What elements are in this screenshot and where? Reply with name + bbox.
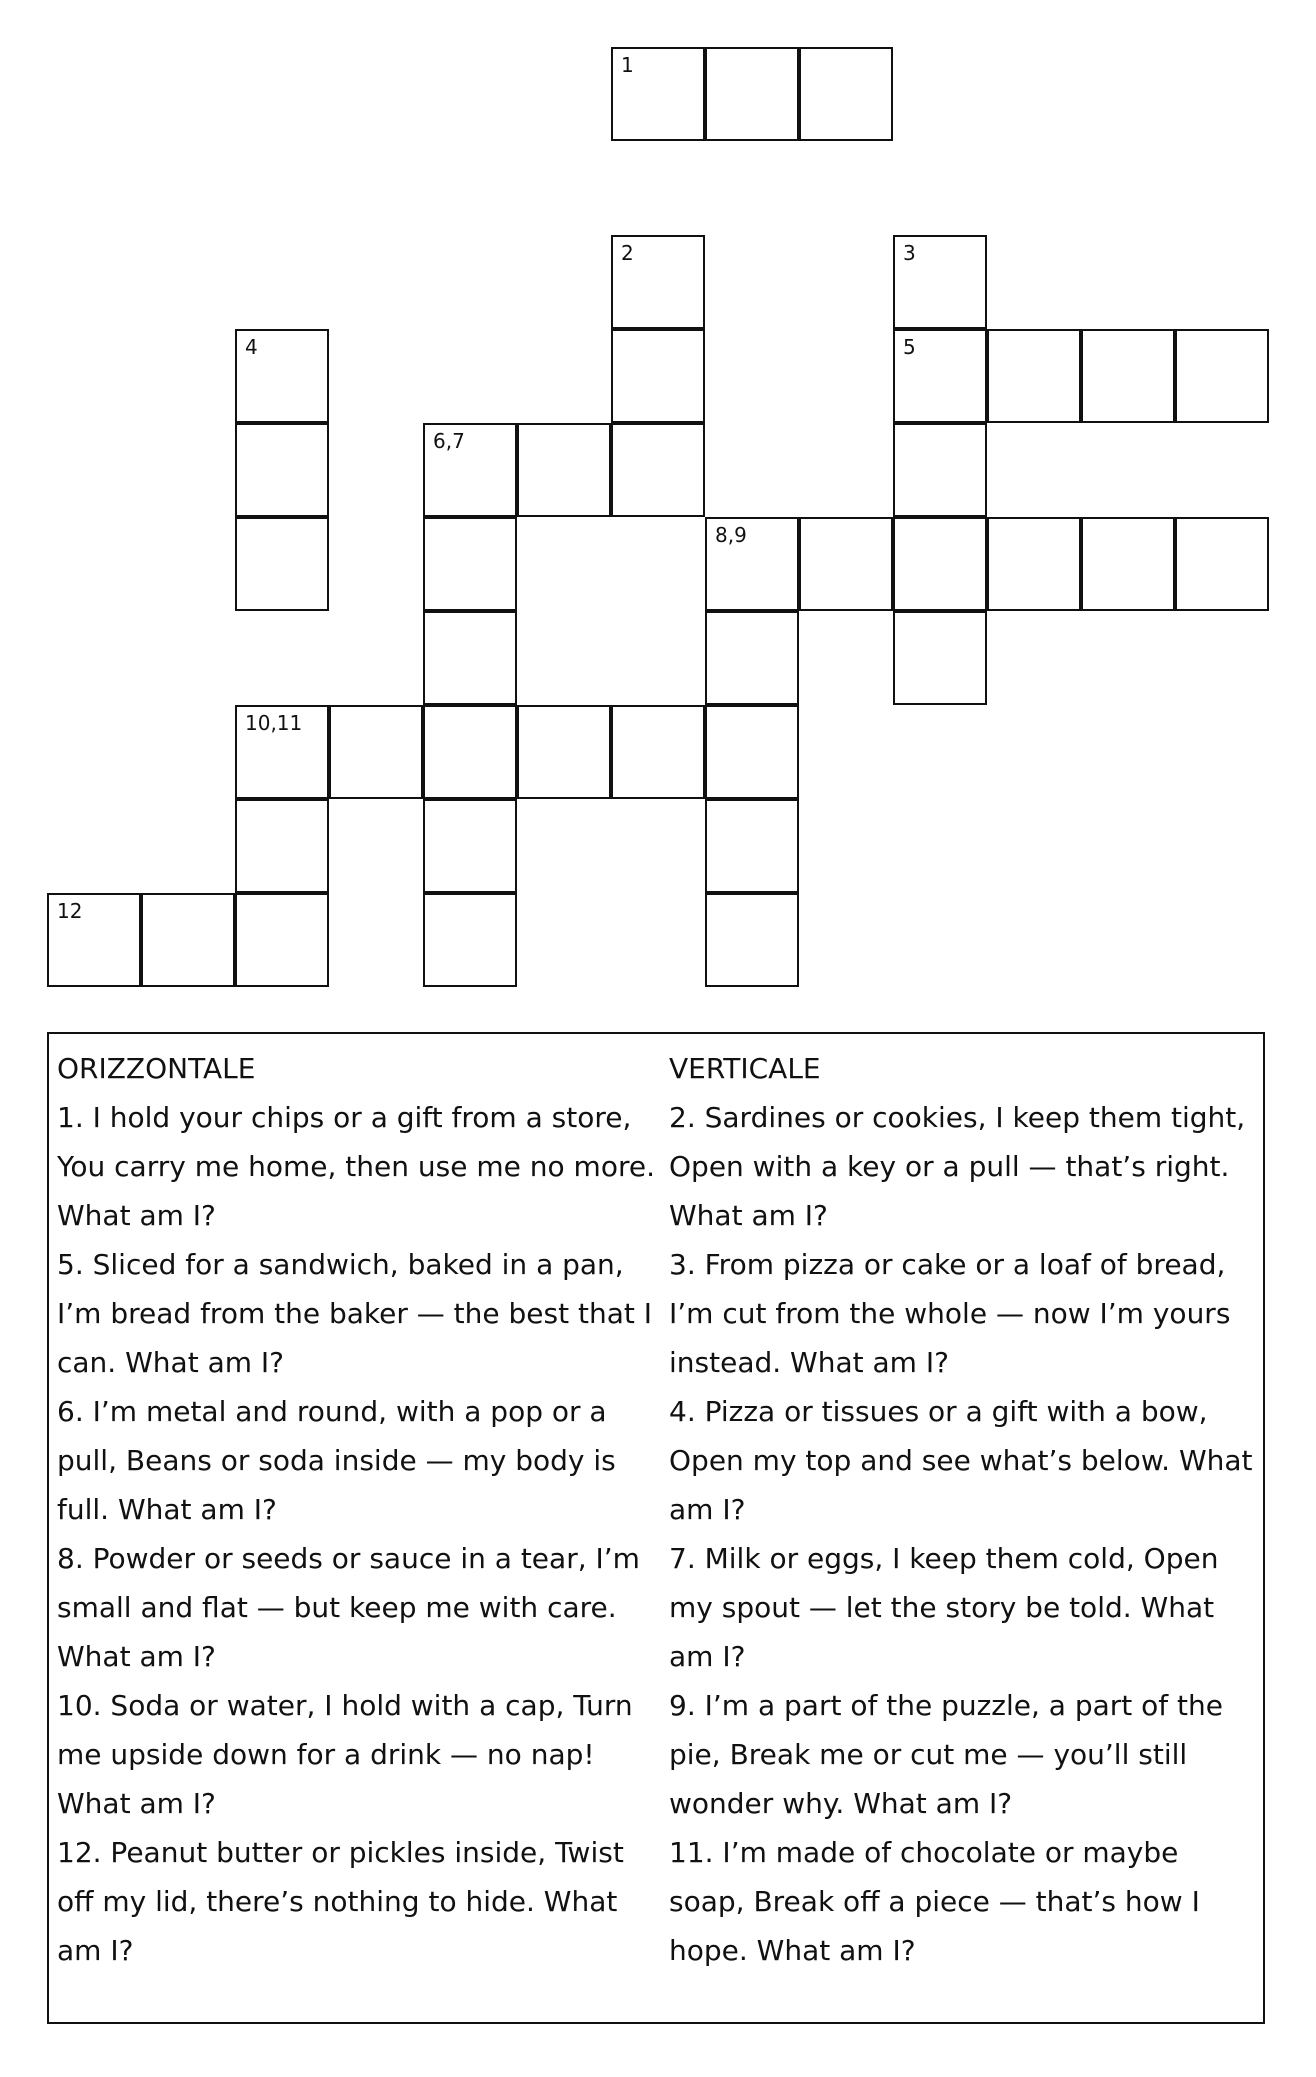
grid-cell[interactable] bbox=[611, 329, 705, 423]
grid-cell[interactable] bbox=[893, 329, 987, 423]
grid-cell[interactable] bbox=[987, 329, 1081, 423]
crossword-grid bbox=[0, 0, 1316, 1000]
clue-number: 3 bbox=[903, 241, 916, 265]
grid-cell[interactable] bbox=[705, 799, 799, 893]
clue-number: 8,9 bbox=[715, 523, 747, 547]
grid-cell[interactable] bbox=[705, 517, 799, 611]
grid-cell[interactable] bbox=[329, 705, 423, 799]
grid-cell[interactable] bbox=[1081, 517, 1175, 611]
grid-cell[interactable] bbox=[423, 423, 517, 517]
grid-cell[interactable] bbox=[893, 611, 987, 705]
down-column bbox=[669, 1044, 1261, 1975]
clues-box bbox=[47, 1032, 1265, 2024]
grid-cell[interactable] bbox=[423, 517, 517, 611]
down-clue-7: 7. Milk or eggs, I keep them cold, Open my spout — let the story be told. What am I? bbox=[669, 1542, 1219, 1673]
down-clue-3: 3. From pizza or cake or a loaf of bread, I’m cut from the whole — now I’m yours instead. What am I? bbox=[669, 1248, 1231, 1379]
clue-number: 12 bbox=[57, 899, 83, 923]
grid-cell[interactable] bbox=[423, 799, 517, 893]
grid-cell[interactable] bbox=[893, 517, 987, 611]
down-heading: VERTICALE bbox=[669, 1052, 821, 1085]
grid-cell[interactable] bbox=[893, 423, 987, 517]
clue-number: 1 bbox=[621, 53, 634, 77]
down-clue-11: 11. I’m made of chocolate or maybe soap, Break off a piece — that’s how I hope. What am I? bbox=[669, 1836, 1200, 1967]
grid-cell[interactable] bbox=[1081, 329, 1175, 423]
down-clue-4: 4. Pizza or tissues or a gift with a bow, Open my top and see what’s below. What am I? bbox=[669, 1395, 1253, 1526]
grid-cell[interactable] bbox=[47, 893, 141, 987]
across-clue-10: 10. Soda or water, I hold with a cap, Turn me upside down for a drink — no nap! What am I? bbox=[57, 1689, 633, 1820]
grid-cell[interactable] bbox=[423, 611, 517, 705]
grid-cell[interactable] bbox=[235, 799, 329, 893]
grid-cell[interactable] bbox=[705, 611, 799, 705]
grid-cell[interactable] bbox=[987, 517, 1081, 611]
across-heading: ORIZZONTALE bbox=[57, 1052, 256, 1085]
grid-cell[interactable] bbox=[423, 893, 517, 987]
down-clue-2: 2. Sardines or cookies, I keep them tight, Open with a key or a pull — that’s right. What am I? bbox=[669, 1101, 1246, 1232]
clue-number: 4 bbox=[245, 335, 258, 359]
across-clue-6: 6. I’m metal and round, with a pop or a pull, Beans or soda inside — my body is full. What am I? bbox=[57, 1395, 616, 1526]
grid-cell[interactable] bbox=[799, 517, 893, 611]
grid-cell[interactable] bbox=[611, 423, 705, 517]
clue-number: 2 bbox=[621, 241, 634, 265]
across-clue-8: 8. Powder or seeds or sauce in a tear, I’m small and flat — but keep me with care. What am I? bbox=[57, 1542, 640, 1673]
grid-cell[interactable] bbox=[517, 423, 611, 517]
grid-cell[interactable] bbox=[705, 893, 799, 987]
grid-cell[interactable] bbox=[611, 47, 705, 141]
grid-cell[interactable] bbox=[235, 893, 329, 987]
grid-cell[interactable] bbox=[705, 705, 799, 799]
grid-cell[interactable] bbox=[1175, 517, 1269, 611]
grid-cell[interactable] bbox=[423, 705, 517, 799]
grid-cell[interactable] bbox=[705, 47, 799, 141]
clue-number: 5 bbox=[903, 335, 916, 359]
clue-number: 6,7 bbox=[433, 429, 465, 453]
grid-cell[interactable] bbox=[1175, 329, 1269, 423]
across-clue-1: 1. I hold your chips or a gift from a store, You carry me home, then use me no more. What am I? bbox=[57, 1101, 655, 1232]
across-clue-5: 5. Sliced for a sandwich, baked in a pan, I’m bread from the baker — the best that I can. What am I? bbox=[57, 1248, 652, 1379]
grid-cell[interactable] bbox=[235, 705, 329, 799]
grid-cell[interactable] bbox=[235, 329, 329, 423]
grid-cell[interactable] bbox=[517, 705, 611, 799]
grid-cell[interactable] bbox=[235, 423, 329, 517]
grid-cell[interactable] bbox=[235, 517, 329, 611]
across-column bbox=[57, 1044, 657, 1975]
clue-number: 10,11 bbox=[245, 711, 303, 735]
grid-cell[interactable] bbox=[141, 893, 235, 987]
grid-cell[interactable] bbox=[611, 705, 705, 799]
down-clue-9: 9. I’m a part of the puzzle, a part of the pie, Break me or cut me — you’ll still wonder why. What am I? bbox=[669, 1689, 1224, 1820]
across-clue-12: 12. Peanut butter or pickles inside, Twist off my lid, there’s nothing to hide. What am I? bbox=[57, 1836, 624, 1967]
grid-cell[interactable] bbox=[799, 47, 893, 141]
grid-cell[interactable] bbox=[893, 235, 987, 329]
grid-cell[interactable] bbox=[611, 235, 705, 329]
